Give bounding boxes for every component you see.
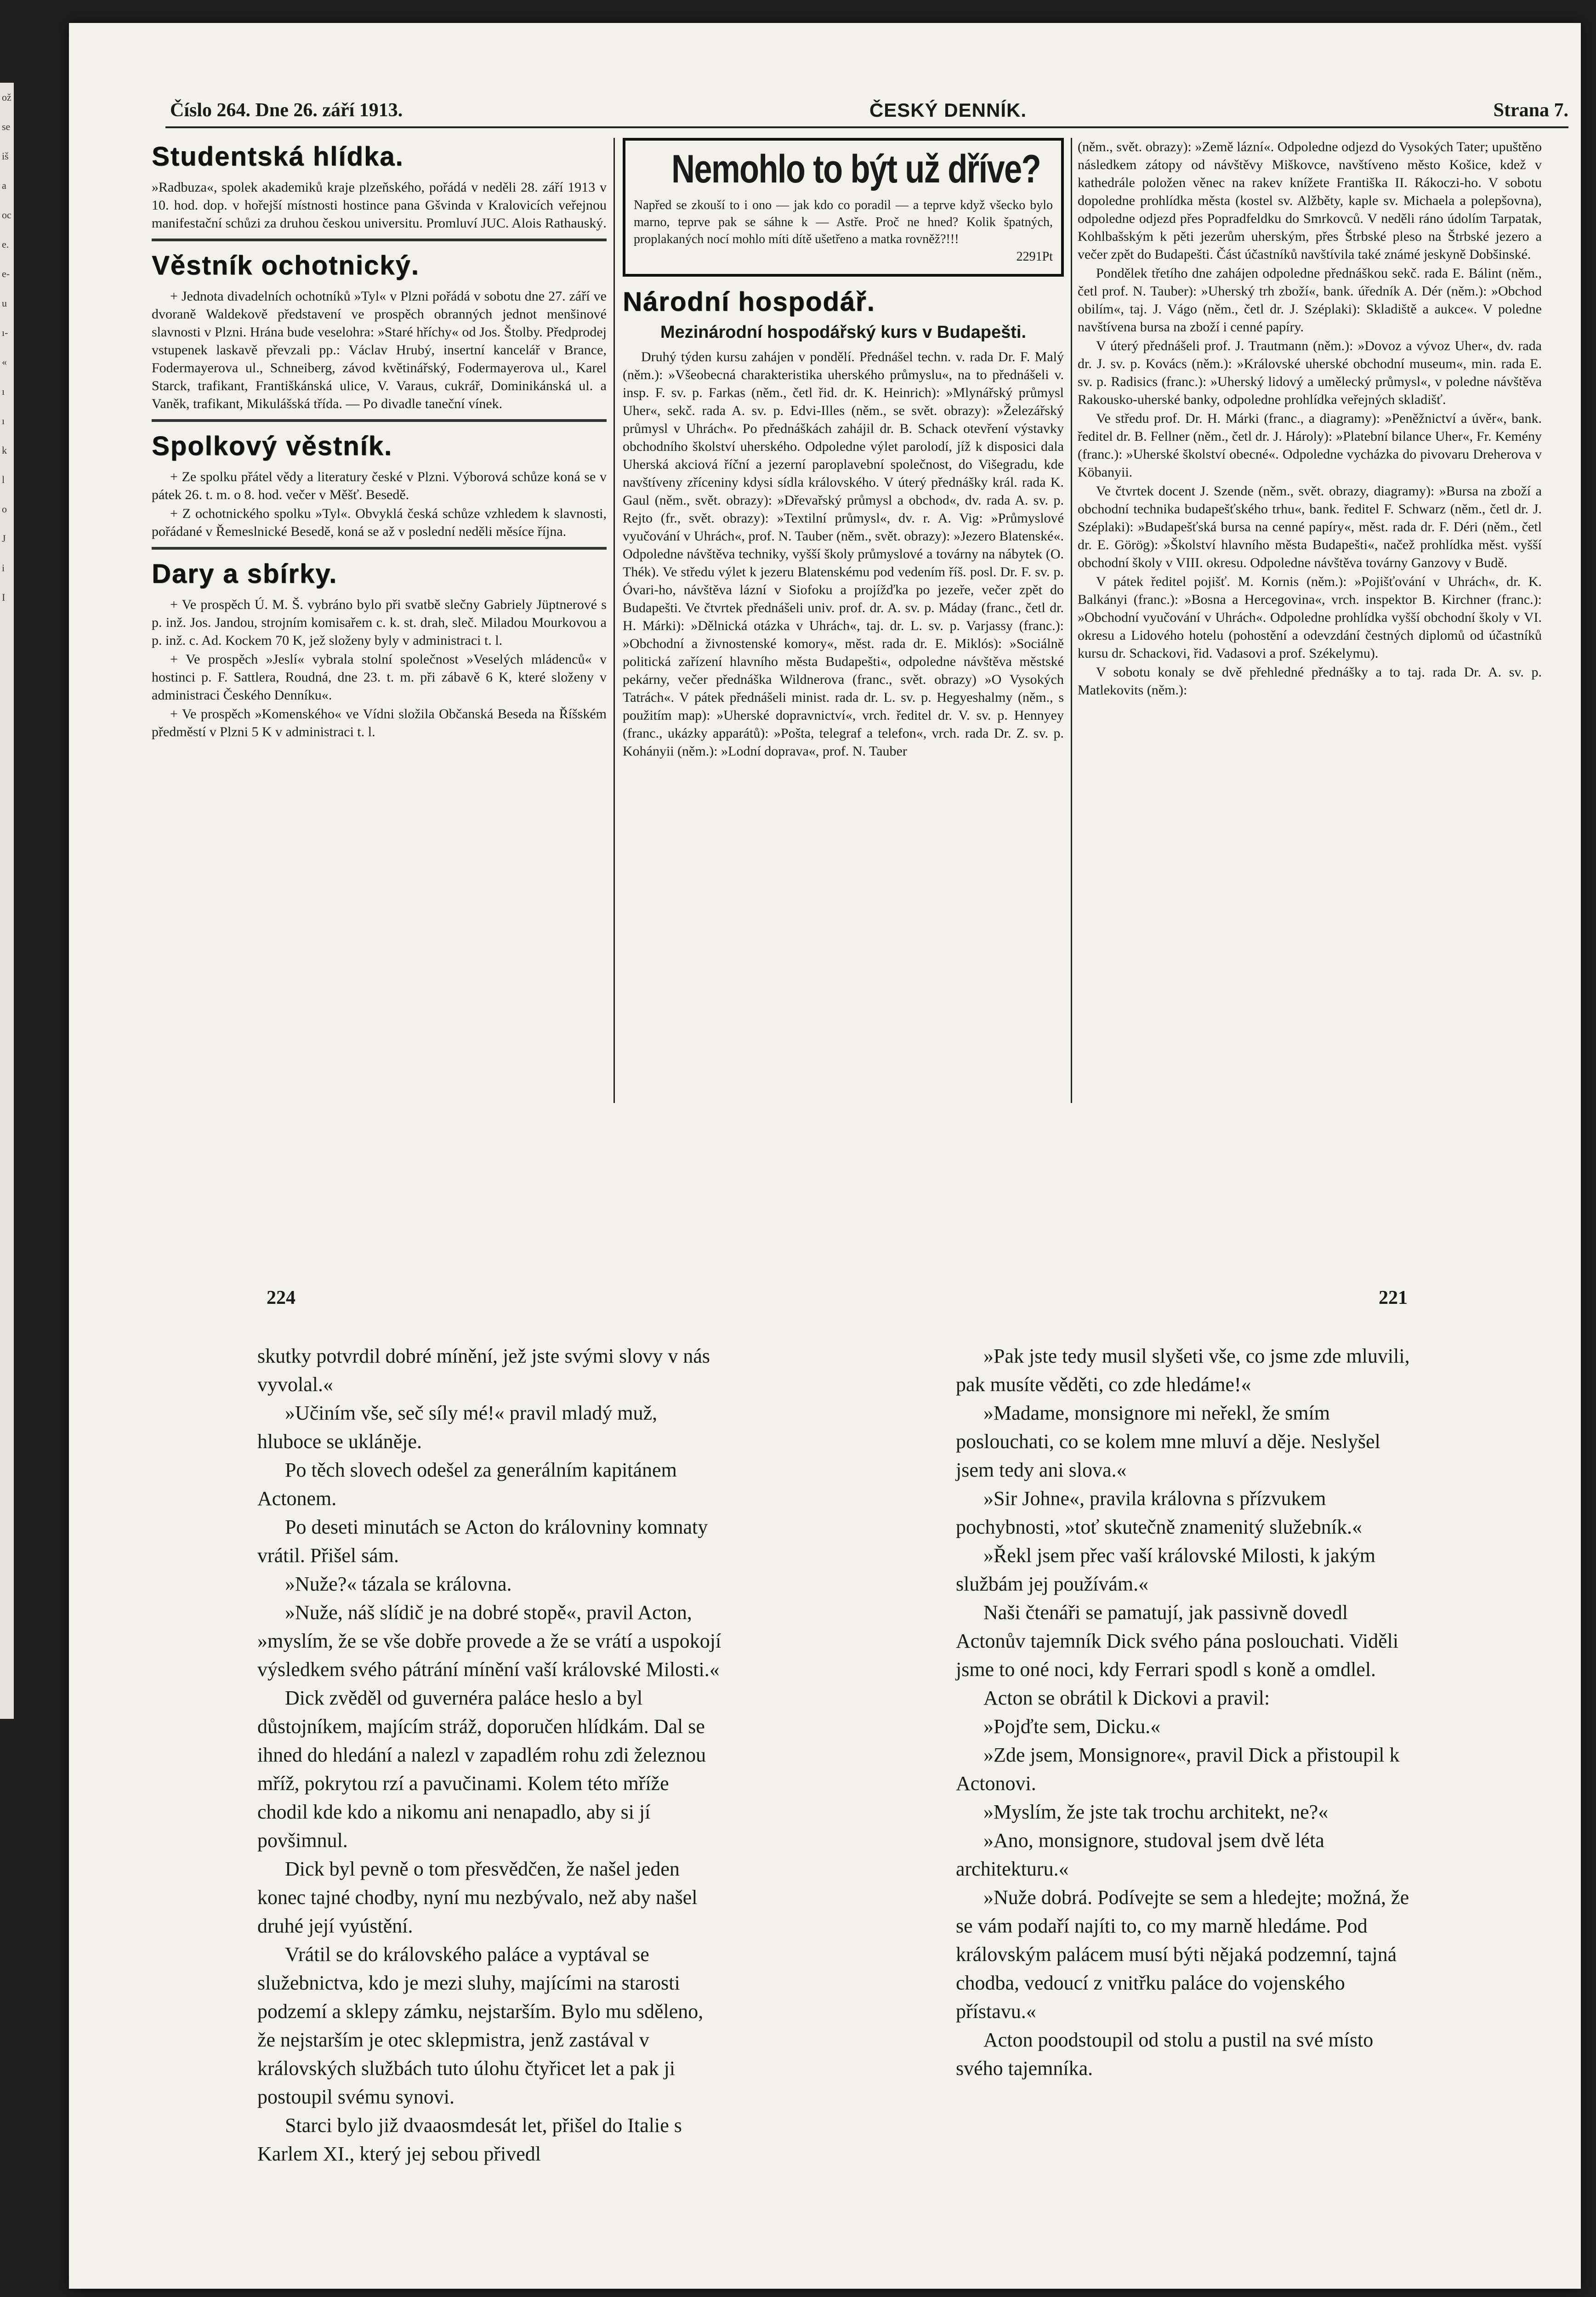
book-page-number-right: 221 [1379,1287,1408,1308]
book-paragraph: skutky potvrdil dobré mínění, jež jste svými slovy v nás vyvolal.« [257,1345,710,1396]
sliver-fragment: i [2,562,5,574]
column-rule [1071,138,1072,1103]
dary-paragraph: + Ve prospěch »Jeslí« vybrala stolní společnost »Veselých mládenců« v hostinci p. F. Sattlera, Roudná, dne 23. t. m. při zábavě 6 K, které složeny v administraci Českého Denníku«. [152,652,607,703]
book-page-left [257,1342,721,2168]
col3-paragraph: Ve středu prof. Dr. H. Márki (franc., a diagramy): »Peněžnictví a úvěr«, bank. ředitel dr. B. Fellner (něm., četl dr. J. Hároly): »Platební bilance Uher«, Fr. Kemény (franc.): »Uherské školství obecné«. Odpoledne vycházka do pivovaru Dreherova v Köbanyii. [1078,411,1542,480]
page-header [170,97,1568,124]
sliver-fragment: l [2,474,5,485]
column-1 [152,138,607,742]
book-paragraph: »Pak jste tedy musil slyšeti vše, co jsme zde mluvili, pak musíte věděti, co zde hledáme!« [956,1345,1410,1396]
book-paragraph: Acton poodstoupil od stolu a pustil na své místo svého tajemníka. [956,2029,1374,2080]
dary-paragraph: + Ve prospěch Ú. M. Š. vybráno bylo při svatbě slečny Gabriely Jüptnerové s p. inž. Jos. Jandou, strojním komisařem c. k. st. drah, sleč. Miladou Mourkovou a p. inž. c. Ad. Kockem 70 K, jež složeny byly v administraci t. l. [152,597,607,648]
header-page-number: Strana 7. [1493,100,1568,121]
narodni-subtitle: Mezinárodní hospodářský kurs v Budapešti. [660,323,1027,342]
spolkovy-title: Spolkový věstník. [152,431,392,461]
sliver-fragment: ı [2,415,5,426]
col3-paragraph: V sobotu konaly se dvě přehledné přednášky a to taj. rada Dr. A. sv. p. Matlekovits (něm.): [1078,665,1542,698]
book-paragraph: »Učiním vše, seč síly mé!« pravil mladý muž, hluboce se ukláněje. [257,1402,658,1453]
sliver-fragment: « [2,356,7,368]
sliver-fragment: I [2,591,6,603]
sliver-fragment: oc [2,209,11,221]
col3-paragraph: V pátek ředitel pojišť. M. Kornis (něm.): »Pojišťování v Uhrách«, dr. K. Balkányi (franc.): »Bosna a Hercegovina«, vrch. inspektor B. Kirchner (franc.): »Obchodní vyučování v Uhrách«. Odpoledne prohlídka vyšší obchodní školy v VI. okresu a Lidového hotelu (pohostění a odevzdání čestných diplomů od účastníků kursu dr. Schackovi, řid. Vadasovi a prof. Székelymu). [1078,574,1542,661]
studentska-title: Studentská hlídka. [152,142,404,171]
narodni-paragraph: Druhý týden kursu zahájen v pondělí. Přednášel techn. v. rada Dr. F. Malý (něm.): »Všeobecná charakteristika uherského průmyslu«, na to přednášeli v. insp. F. sv. p. Farkas (něm., četl řid. dr. K. Heinrich): »Mlynářský průmysl Uher«, sekč. rada A. sv. p. Edvi-Illes (něm., se svět. obrazy): »Železářský průmysl v Uhrách«. Po přednáškách zahájil dr. B. Schack otevření výstavky obchodního školství uherského. Odpoledne výlet parolodí, jíž k disposici dala Uherská akciová říční a jezerní paroplavební společnost, do Višegradu, kde navštíveny zříceniny kdysi sídla královského. V úterý přednášky král. rada K. Gaul (něm., svět. obrazy): »Dřevařský průmysl a obchod«, dv. rada A. sv. p. Rejto (fr., svět. obrazy): »Textilní průmysl«, dv. r. A. Vig: »Průmyslové vyučování v Uhrách«, prof. N. Tauber (něm., svět. obrazy): »Jezero Blatenské«. Odpoledne návštěva techniky, vyšší školy průmyslové a továrny na nábytek (O. Thék). Ve středu výlet k jezeru Blatenskému pod vedením říš. posl. Dr. F. sv. p. Óvari-ho, návštěva lázní v Siofoku a projížďka po jezeře, večer zpět do Budapešti. Ve čtvrtek přednášeli univ. prof. dr. A. sv. p. Máday (franc., četl dr. H. Márki): »Dělnická otázka v Uhrách«, taj. dr. L. sv. p. Varjassy (franc.): »Obchodní a živnostenské komory«, měst. rada dr. E. Miklós): »Sociálně politická zařízení hlavního města Budapešti«, odpoledne návštěva městské pekárny, večer přednáška Wildnerova (franc., svět. obrazy) »O Vysokých Tatrách«. V pátek přednášeli minist. rada dr. L. sv. p. Hegyeshalmy (něm., s použitím map): »Uherské dopravnictví«, vrch. ředitel dr. V. sv. p. Hennyey (franc., ukázky apparátů): »Pošta, telegraf a telefon«, vrch. rada Dr. Z. sv. p. Kohányii (něm.): »Lodní doprava«, prof. N. Tauber [623,349,1064,759]
book-paragraph: »Řekl jsem přec vaší královské Milosti, k jakým službám jej používám.« [956,1544,1375,1595]
book-paragraph: »Sir Johne«, pravila královna s přízvukem pochybnosti, »toť skutečně znamenitý služebník.« [956,1487,1362,1538]
col3-paragraph: (něm., svět. obrazy): »Země lázní«. Odpoledne odjezd do Vysokých Tater; upuštěno následkem zátopy od návštěvy Miškovce, navštíveno město Košice, kdež v kathedrále položen věnec na rakev knížete Františka II. Rákoczi-ho. V sobotu dopoledne prohlídka města (kostel sv. Alžběty, kaple sv. Michaela a polepšovna), odpoledne odjezd přes Popradfeldku do Smrkovců. V neděli ráno údolím Tarpatak, Kohlbašským k pěti jezerům uherským, přes Štrbské pleso na Štrbské jezero a večer zpět do Budapešti. Část účastníků navštívila také známé jeskyně Dobšinské. [1078,139,1542,262]
sliver-fragment: o [2,503,7,515]
sliver-fragment: a [2,180,6,191]
spolkovy-paragraph: + Ze spolku přátel vědy a literatury české v Plzni. Výborová schůze koná se v pátek 26. t. m. o 8. hod. večer v Měšť. Besedě. [152,469,607,502]
book-paragraph: Po deseti minutách se Acton do královniny komnaty vrátil. Přišel sám. [257,1516,708,1567]
sliver-fragment: e. [2,239,9,250]
studentska-paragraph: »Radbuza«, spolek akademiků kraje plzeňského, pořádá v neděli 28. září 1913 v 10. hod. dop. v hořejší místnosti hostince pana Gšvinda v Kralovicích veřejnou manifestační schůzi za druhou českou universitu. Promluví JUC. Alois Rathauský. [152,180,607,231]
ad-body: Napřed se zkouší to i ono — jak kdo co poradil — a teprve když všecko bylo marno, teprve pak se sáhne k — Astře. Proč ne hned? Kolik špatných, proplakaných nocí mohlo míti dítě ušetřeno a matka rovněž?!!! [634,198,1053,246]
book-paragraph: Acton se obrátil k Dickovi a pravil: [983,1687,1270,1709]
sliver-fragment: ı [2,386,5,397]
narodni-title: Národní hospodář. [623,287,875,317]
sliver-fragment: se [2,121,11,132]
section-divider [152,419,607,422]
col3-paragraph: Pondělek třetího dne zahájen odpoledne přednáškou sekč. rada E. Bálint (něm., četl prof. N. Tauber): »Uherský trh zboží«, bank. úředník A. Dér (něm.): »Obchod obilím«, taj. J. Vágo (něm., četl dr. J. Széplaki): Skladiště a aukce«. V poledne navštívena bursa na zboží i cenné papíry. [1078,266,1542,335]
sliver-fragment: u [2,297,7,309]
sliver-fragment: ož [2,91,11,103]
book-paragraph: Dick zvěděl od guvernéra paláce heslo a byl důstojníkem, majícím stráž, doporučen hlídkám. Dal se ihned do hledání a nalezl v zapadlém rohu zdi železnou mříž, pokrytou rzí a pavučinami. Kolem této mříže chodil kde kdo a nikomu ani nenapadlo, aby si jí povšimnul. [257,1687,706,1852]
book-page-number-left: 224 [267,1287,295,1308]
book-paragraph: Vrátil se do královského paláce a vyptával se služebnictva, kdo je mezi sluhy, majícími na starosti podzemí a sklepy zámku, nejstarším. Bylo mu sděleno, že nejstarším je otec sklepmistra, jenž zastával v královských službách tuto úlohu čtyřicet let a pak ji postoupil svému synovi. [257,1943,704,2108]
book-paragraph: »Nuže, náš slídič je na dobré stopě«, pravil Acton, »myslím, že se vše dobře provede a že se vrátí a uspokojí výsledkem svého pátrání mínění vaší královské Milosti.« [257,1601,721,1681]
col3-paragraph: Ve čtvrtek docent J. Szende (něm., svět. obrazy, diagramy): »Bursa na zboží a obchodní technika budapešťského trhu«, bank. ředitel F. Schwarz (něm., četl dr. J. Széplaki): »Budapešťská bursa na cenné papíry«, měst. rada dr. F. Déri (něm., četl dr. E. Görög): »Školství hlavního města Budapešti«, načež prohlídka měst. vyšší obchodní školy v VIII. okresu. Odpoledne návštěva továrny Ganzovy v Budě. [1078,483,1542,570]
book-paragraph: »Nuže?« tázala se královna. [285,1573,512,1595]
sliver-fragment: ı- [2,327,8,338]
column-2 [623,138,1064,761]
ochotnicky-title: Věstník ochotnický. [152,250,420,280]
book-paragraph: »Nuže dobrá. Podívejte se sem a hledejte; možná, že se vám podaří najíti to, co my marně hledáme. Pod královským palácem musí býti nějaká podzemní, tajná chodba, vedoucí z vnitřku paláce do vojenského přístavu.« [956,1886,1409,2023]
book-paragraph: Starci bylo již dvaaosmdesát let, přišel do Italie s Karlem XI., který jej sebou přivedl [257,2114,682,2165]
astra-advertisement [623,138,1064,277]
section-divider [152,547,607,550]
dary-paragraph: + Ve prospěch »Komenského« ve Vídni složila Občanská Beseda na Říšském předměstí v Plzni 5 K v administraci t. l. [152,706,607,739]
book-paragraph: »Ano, monsignore, studoval jsem dvě léta architekturu.« [956,1829,1324,1880]
sliver-fragment: e- [2,268,10,279]
sliver-fragment: iš [2,150,9,162]
ochotnicky-paragraph: + Jednota divadelních ochotníků »Tyl« v Plzni pořádá v sobotu dne 27. září ve dvoraně Waldekově představení ve prospěch obranných jednot menšinové slavnosti v Plzni. Hrána bude veselohra: »Staré hříchy« od Jos. Štolby. Předprodej vstupenek laskavě převzali pp.: Václav Hrubý, insertní kancelář v Brance, Fodermayerova ul., Schneiberg, závod květinářský, Fodermayerova ul., Karel Starck, trafikant, Františkánská ulice, V. Varaus, cukrář, Dominikánská ul. a Vaněk, trafikant, Mikulášská třída. — Po divadle taneční vínek. [152,289,607,411]
book-paragraph: »Pojďte sem, Dicku.« [983,1715,1161,1738]
adjacent-page-sliver [0,83,14,1719]
dary-title: Dary a sbírky. [152,559,338,589]
spolkovy-paragraph: + Z ochotnického spolku »Tyl«. Obvyklá česká schůze vzhledem k slavnosti, pořádané v Řemeslnické Besedě, koná se až v poslední neděli měsíce října. [152,506,607,539]
header-masthead: ČESKÝ DENNÍK. [869,99,1027,121]
header-rule [165,126,1568,128]
column-rule [613,138,615,1103]
book-paragraph: »Myslím, že jste tak trochu architekt, ne?« [983,1801,1329,1823]
sliver-fragment: J [2,533,6,544]
book-paragraph: Dick byl pevně o tom přesvědčen, že našel jeden konec tajné chodby, nyní mu nezbývalo, než aby našel druhé její vyústění. [257,1858,698,1937]
section-divider [152,239,607,241]
col3-paragraph: V úterý přednášeli prof. J. Trautmann (něm.): »Dovoz a vývoz Uher«, dv. rada dr. J. sv. p. Kovács (něm.): »Královské uherské obchodní museum«, min. rada E. sv. p. Radisics (franc.): »Uherský lidový a umělecký průmysl«, v poledne návštěva Rakousko-uherské banky, odpoledne prohlídka veřejných skladišť. [1078,338,1542,407]
sliver-fragment: k [2,444,7,456]
book-paragraph: »Madame, monsignore mi neřekl, že smím poslouchati, co se kolem mne mluví a děje. Neslyšel jsem tedy ani slova.« [956,1402,1380,1481]
book-page-right [956,1342,1415,2083]
book-paragraph: Naši čtenáři se pamatují, jak passivně dovedl Actonův tajemník Dick svého pána poslouchati. Viděli jsme to oné noci, kdy Ferrari spodl s koně a omdlel. [956,1601,1399,1681]
column-3 [1078,138,1542,700]
book-paragraph: »Zde jsem, Monsignore«, pravil Dick a přistoupil k Actonovi. [956,1744,1400,1795]
header-date: Číslo 264. Dne 26. září 1913. [170,100,403,121]
book-paragraph: Po těch slovech odešel za generálním kapitánem Actonem. [257,1459,677,1510]
ad-headline: Nemohlo to být už dříve? [671,147,1041,191]
ad-code: 2291Pt [1016,250,1053,264]
